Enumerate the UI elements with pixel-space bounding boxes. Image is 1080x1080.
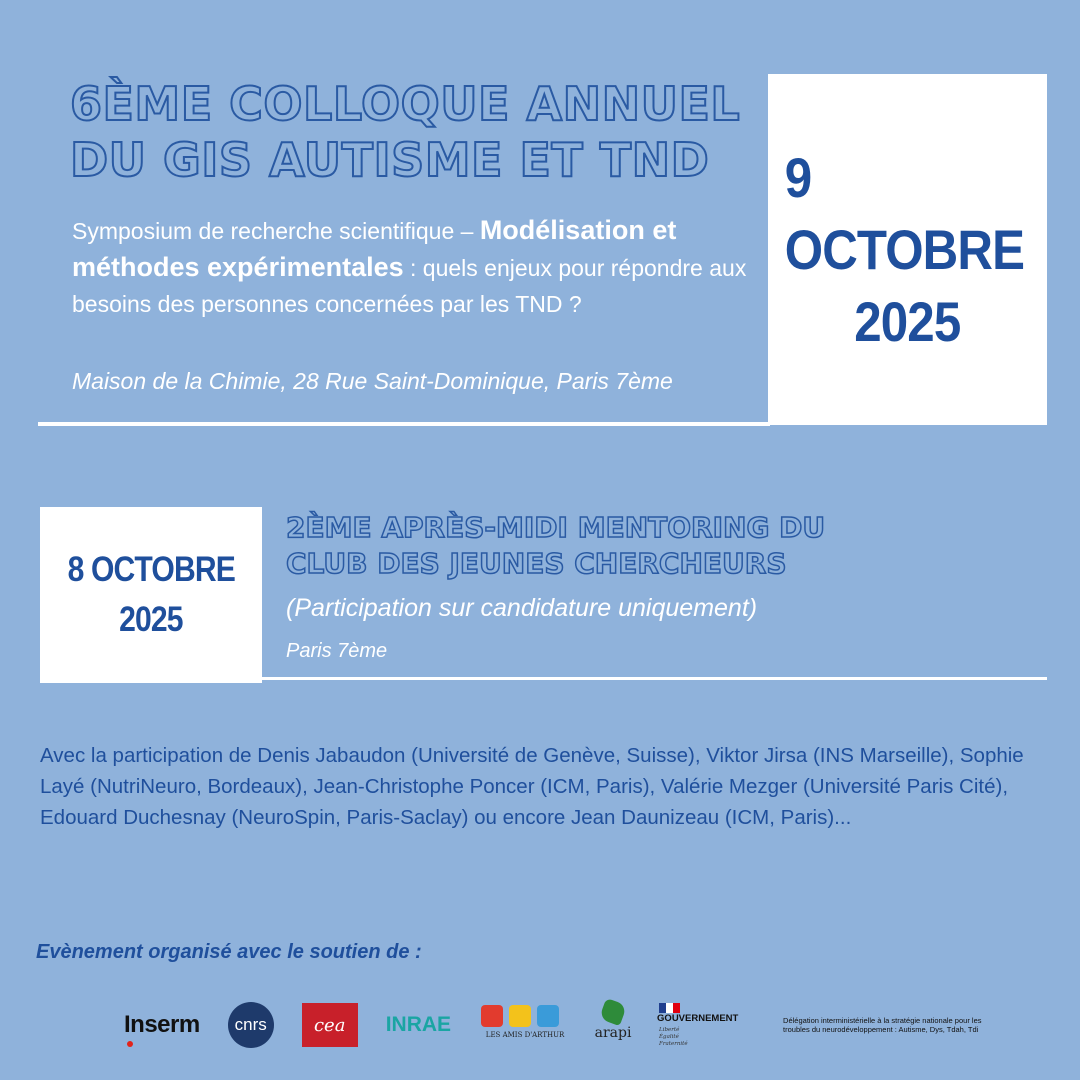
mentoring-subtitle: (Participation sur candidature uniquement) <box>286 594 758 622</box>
inserm-logo-text: Inserm <box>124 1011 200 1038</box>
subtitle-theme: Modélisation et méthodes expérimentales <box>72 215 677 282</box>
mentoring-title-line1: 2ÈME APRÈS-MIDI MENTORING DU <box>286 511 826 544</box>
colloque-date-day: 9 OCTOBRE <box>784 145 1025 281</box>
yellow-face-icon <box>509 1005 531 1027</box>
motto-egalite: Égalité <box>659 1034 679 1040</box>
mentoring-date-year: 2025 <box>119 600 183 639</box>
puzzle-icon <box>599 998 627 1026</box>
subtitle-question: : quels enjeux pour répondre aux besoins des personnes concernées par les TND ? <box>72 255 747 317</box>
sponsor-logos <box>120 995 1020 1055</box>
arapi-logo <box>593 1001 633 1049</box>
mentoring-title-line2: CLUB DES JEUNES CHERCHEURS <box>286 547 787 580</box>
motto-liberte: Liberté <box>659 1027 680 1033</box>
cea-logo <box>302 1003 358 1047</box>
colloque-title <box>70 76 770 188</box>
divider-line <box>38 422 770 426</box>
red-face-icon <box>481 1005 503 1027</box>
cea-logo-text: cea <box>313 1014 346 1036</box>
mentoring-date-box <box>40 507 262 683</box>
motto-fraternite: Fraternité <box>659 1041 688 1047</box>
cnrs-logo-text: cnrs <box>234 1015 267 1034</box>
inserm-logo <box>124 1011 200 1039</box>
sponsors-heading: Evènement organisé avec le soutien de : <box>36 941 422 963</box>
colloque-date-year: 2025 <box>854 289 961 353</box>
french-flag-icon <box>659 1000 681 1010</box>
delegation-text: Délégation interministérielle à la stratégie nationale pour les troubles du neurodéveloppement : Autisme, Dys, Tdah, Tdi <box>783 1015 982 1034</box>
mentoring-date-day: 8 OCTOBRE <box>67 550 235 589</box>
arapi-text: arapi <box>594 1025 632 1041</box>
divider-line <box>262 677 1047 680</box>
amis-arthur-logo <box>479 1003 571 1047</box>
colloque-date-box <box>768 74 1047 425</box>
amis-arthur-text: LES AMIS D'ARTHUR <box>485 1031 565 1039</box>
colloque-subtitle <box>72 212 762 322</box>
mentoring-venue: Paris 7ème <box>286 640 388 662</box>
colloque-venue: Maison de la Chimie, 28 Rue Saint-Dominique, Paris 7ème <box>72 368 673 394</box>
gouvernement-text: GOUVERNEMENT <box>657 1013 739 1024</box>
inrae-logo: INRAE <box>385 1013 452 1036</box>
inserm-dot-icon <box>127 1041 133 1047</box>
colloque-title-line2: DU GIS AUTISME ET TND <box>70 133 710 187</box>
colloque-title-line1: 6ÈME COLLOQUE ANNUEL <box>70 77 741 131</box>
gouvernement-logo <box>657 1000 757 1050</box>
subtitle-intro: Symposium de recherche scientifique – <box>72 218 480 244</box>
cnrs-logo <box>228 1002 274 1048</box>
blue-face-icon <box>537 1005 559 1027</box>
mentoring-title <box>286 510 886 582</box>
gouvernement-motto <box>659 1027 688 1048</box>
participants-text: Avec la participation de Denis Jabaudon (Université de Genève, Suisse), Viktor Jirsa (INS Marseille), Sophie Layé (NutriNeuro, Bordeaux), Jean-Christophe Poncer (ICM, Paris), Valérie Mezger (Université Paris Cité), Edouard Duchesnay (NeuroSpin, Paris-Saclay) ou encore Jean Daunizeau (ICM, Paris)... <box>40 744 1024 829</box>
